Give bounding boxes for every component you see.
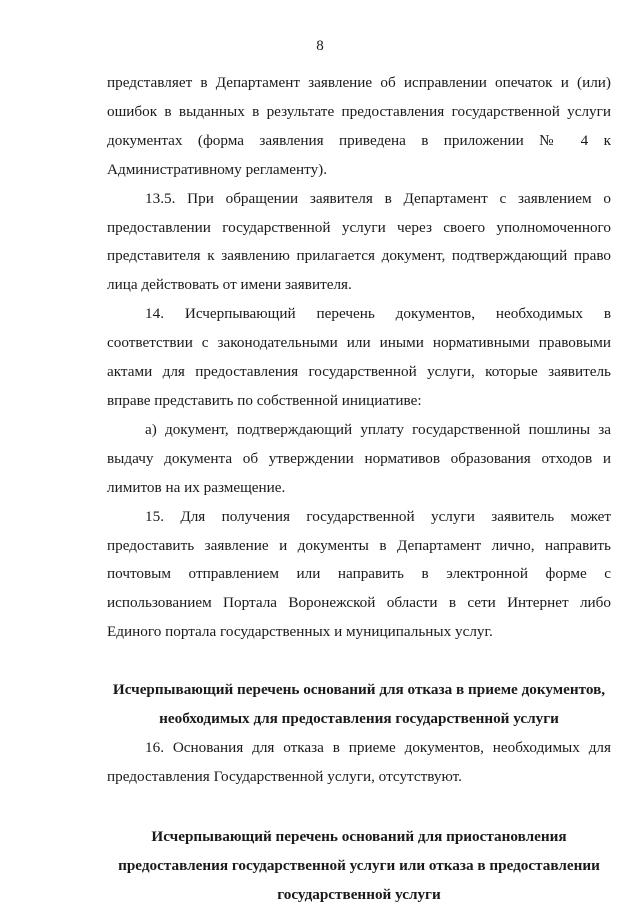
paragraph-correction-request: представляет в Департамент заявление об исправлении опечаток и (или) ошибок в выданных в результате предоставления государственной услуги документах (форма заявления приведена в приложении № 4 к Административному регламенту).: [107, 74, 611, 178]
paragraph-15: 15. Для получения государственной услуги заявитель может предоставить заявление и документы в Департамент лично, направить почтовым отправлением или направить в электронной форме с использованием Портала Воронежской области в сети Интернет либо Единого портала государственных и муниципальных услуг.: [107, 507, 611, 641]
paragraph-14: 14. Исчерпывающий перечень документов, необходимых в соответствии с законодательными или иными нормативными правовыми актами для предоставления государственной услуги, которые заявитель вправе представить по собственной инициативе:: [107, 305, 611, 409]
document-body: [107, 69, 611, 909]
page-number: 8: [316, 38, 324, 54]
section-spacer: [107, 647, 611, 676]
heading-refusal-grounds: Исчерпывающий перечень оснований для отказа в приеме документов, необходимых для предоставления государственной услуги: [112, 681, 606, 728]
heading-suspension-grounds: Исчерпывающий перечень оснований для приостановления предоставления государственной услуги или отказа в предоставлении государственной услуги: [118, 827, 600, 903]
paragraph-13-5: 13.5. При обращении заявителя в Департамент с заявлением о предоставлении государственной услуги через своего уполномоченного представителя к заявлению прилагается документ, подтверждающий право лица действовать от имени заявителя.: [107, 189, 611, 294]
section-spacer: [107, 792, 611, 823]
paragraph-14-a: а) документ, подтверждающий уплату государственной пошлины за выдачу документа об утверждении нормативов образования отходов и лимитов на их размещение.: [107, 420, 611, 496]
paragraph-16: 16. Основания для отказа в приеме документов, необходимых для предоставления Государственной услуги, отсутствуют.: [107, 738, 611, 785]
